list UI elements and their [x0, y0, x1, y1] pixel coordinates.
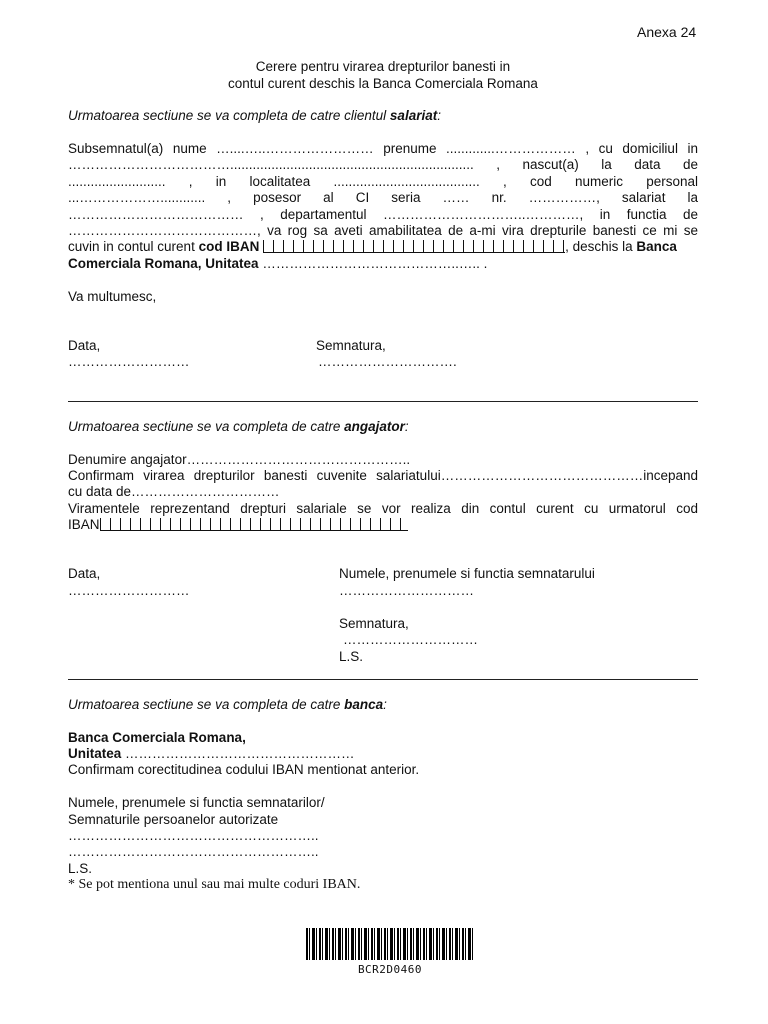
employer-name-field[interactable]: Denumire angajator………………………………………….. [68, 452, 411, 467]
bank-confirm-text: Confirmam corectitudinea codului IBAN mentionat anterior. [68, 762, 420, 777]
section-bank-intro: Urmatoarea sectiune se va completa de catre banca: [68, 697, 387, 712]
employer-signature-label: Semnatura, [339, 616, 409, 631]
employee-signature-field[interactable]: …………………………. [318, 354, 457, 369]
employer-signature-field[interactable]: ………………………… [343, 632, 478, 647]
employee-line-8: Comerciala Romana, Unitatea ……………………………………..….. . [68, 256, 488, 271]
employee-signature-label: Semnatura, [316, 338, 386, 353]
bank-signers-label-2: Semnaturile persoanelor autorizate [68, 812, 279, 827]
barcode-text: BCR2D0460 [357, 963, 423, 976]
bank-signer-field-2[interactable]: ……………………………………………….. [68, 844, 319, 859]
iban-boxes-employer[interactable] [100, 518, 408, 531]
annex-number: Anexa 24 [637, 24, 697, 40]
bank-signers-label-1: Numele, prenumele si functia semnatarilor/ [68, 795, 325, 810]
thanks-text: Va multumesc, [68, 289, 157, 304]
bank-unit-field[interactable]: …………………………………………… [121, 746, 355, 761]
barcode [306, 928, 474, 960]
employer-iban-line: IBAN [68, 517, 698, 533]
employer-date-label: Data, [68, 566, 101, 581]
document-title [68, 58, 698, 92]
bank-unit-line: Unitatea …………………………………………… [68, 746, 355, 761]
footnote: * Se pot mentiona unul sau mai multe coduri IBAN. [68, 877, 361, 892]
employer-stamp-label: L.S. [339, 649, 364, 664]
section-employee-intro: Urmatoarea sectiune se va completa de catre clientul salariat: [68, 108, 441, 123]
employer-signer-label: Numele, prenumele si functia semnatarului [339, 566, 595, 581]
employer-date-field[interactable]: ……………………… [68, 583, 190, 598]
title-line-2: contul curent deschis la Banca Comerciala Romana [228, 76, 538, 91]
bank-signer-field-1[interactable]: ……………………………………………….. [68, 828, 319, 843]
employee-line-6: ……………………………………, va rog sa aveti amabilitatea de a-mi vira drepturile banesti ce mi se [68, 223, 698, 238]
employer-confirm-line: Confirmam virarea drepturilor banesti cuvenite salariatului………………………………………incepand [68, 468, 698, 483]
employee-line-5: ………………………………… , departamentul …………………………..…………, in functia de [68, 207, 698, 222]
employee-line-1: Subsemnatul(a) nume …....…..…………………… prenume .............……………… , cu domiciliul in [68, 141, 698, 156]
bank-name: Banca Comerciala Romana, [68, 730, 246, 745]
employee-line-3: .......................... , in localitatea ....................................... , cod numeric personal [68, 174, 698, 189]
employee-date-field[interactable]: ……………………… [68, 354, 190, 369]
employer-start-date[interactable]: cu data de…………………………… [68, 484, 280, 499]
bank-stamp-label: L.S. [68, 861, 93, 876]
title-line-1: Cerere pentru virarea drepturilor banesti in [255, 59, 511, 74]
employer-transfer-line: Viramentele reprezentand drepturi salariale se vor realiza din contul curent cu urmatorul cod [68, 501, 698, 516]
employee-line-7: cuvin in contul curent cod IBAN , deschis la Banca [68, 239, 677, 254]
iban-boxes-employee[interactable] [263, 240, 565, 253]
employee-date-label: Data, [68, 338, 101, 353]
section-divider [68, 401, 698, 402]
section-divider [68, 679, 698, 680]
section-employer-intro: Urmatoarea sectiune se va completa de catre angajator: [68, 419, 409, 434]
employer-signer-field[interactable]: ………………………… [339, 583, 474, 598]
employee-line-4: ...………………............ , posesor al CI seria …… nr. ……………, salariat la [68, 190, 698, 205]
employee-line-2: ………………………………................................................................. , nascut(a) la data de [68, 157, 698, 172]
